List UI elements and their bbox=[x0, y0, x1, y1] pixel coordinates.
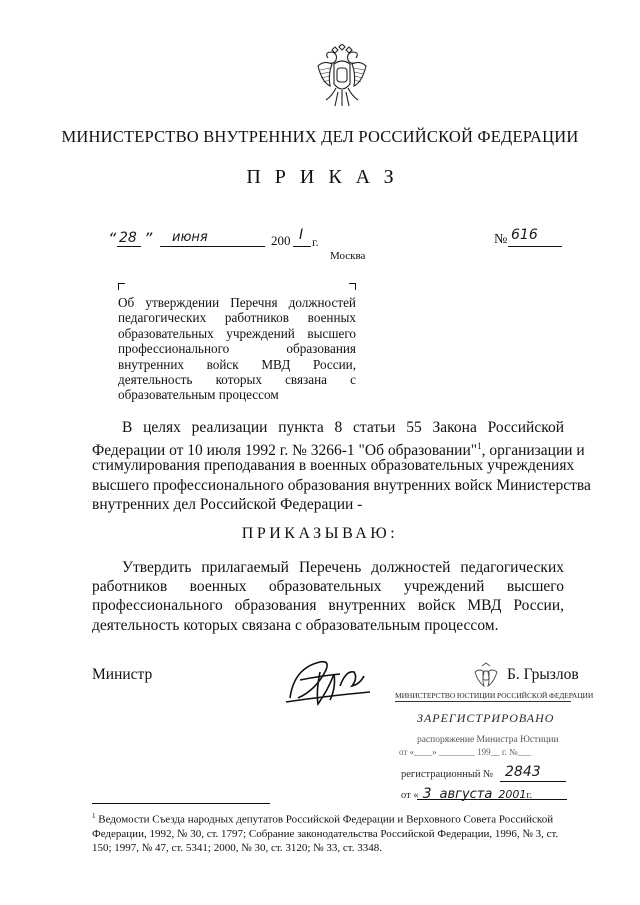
date-year-prefix: 200 bbox=[271, 233, 291, 248]
footnote: $^1$ Ведомости Съезда народных депутатов Российской Федерации и Верховного Совета Российской Федерации, 1992, № 30, ст. 1797; Собрание законодательства Российской Федерации, 1996, № 3, ст. 150; 1997, № 47, ст. 5341; 2000, № 30, ст. 3120; № 33, ст. 3348. bbox=[92, 812, 559, 855]
order-line: профессионального образования внутренних войск МВД России, bbox=[92, 597, 564, 615]
preamble-line: В целях реализации пункта 8 статьи 55 Закона Российской bbox=[122, 419, 564, 436]
subject-line: деятельность которых связана с bbox=[118, 372, 356, 388]
signatory-position: Министр bbox=[92, 666, 153, 683]
subject-corner-right bbox=[349, 283, 356, 290]
order-subject bbox=[118, 295, 356, 403]
preamble bbox=[92, 418, 591, 514]
stamp-order-line: распоряжение Министра Юстиции bbox=[417, 735, 559, 745]
stamp-ministry: МИНИСТЕРСТВО ЮСТИЦИИ РОССИЙСКОЙ ФЕДЕРАЦИИ bbox=[395, 691, 594, 700]
stamp-date-year: 2001 bbox=[498, 788, 527, 801]
date-month: июня bbox=[172, 230, 208, 245]
order-text bbox=[92, 558, 564, 635]
subject-corner-left bbox=[118, 283, 125, 290]
order-word: ПРИКАЗЫВАЮ: bbox=[241, 525, 399, 542]
order-number: 616 bbox=[511, 227, 538, 243]
stamp-date: от « 3 августа 2001г. bbox=[401, 786, 533, 802]
date-year-digit: I bbox=[299, 227, 304, 243]
preamble-line: Федерации от 10 июля 1992 г. № 3266-1 "Об образовании"$^1$, организации и bbox=[92, 441, 585, 460]
date-close-quote: ” bbox=[144, 229, 153, 248]
stamp-reg-number: 2843 bbox=[505, 764, 541, 780]
preamble-line: внутренних дел Российской Федерации - bbox=[92, 495, 363, 513]
preamble-line: высшего профессионального образования внутренних войск Министерства bbox=[92, 476, 591, 494]
subject-line: образовательных учреждений высшего bbox=[118, 325, 356, 341]
order-line: деятельность которых связана с образовательным процессом. bbox=[92, 616, 499, 634]
stamp-from-line: от «____» ________ 199__ г. №___ bbox=[399, 747, 532, 757]
signature-scribble-icon bbox=[282, 650, 392, 710]
date-year-suffix: г. bbox=[312, 235, 319, 249]
stamp-reg-label: регистрационный № bbox=[401, 769, 494, 780]
subject-line: Об утверждении Перечня должностей bbox=[118, 295, 356, 310]
state-emblem bbox=[312, 44, 372, 110]
date-open-quote: “ bbox=[108, 229, 117, 248]
number-prefix: № bbox=[494, 232, 508, 247]
subject-line: образовательным процессом bbox=[118, 387, 279, 403]
city: Москва bbox=[330, 250, 366, 262]
stamp-date-month: августа bbox=[439, 787, 493, 802]
footnote-separator bbox=[92, 803, 270, 804]
order-line: работников военных образовательных учреждений высшего bbox=[92, 578, 564, 596]
subject-line: внутренних войск МВД России, bbox=[118, 356, 356, 372]
signatory-name: Б. Грызлов bbox=[507, 666, 579, 683]
double-headed-eagle-icon bbox=[312, 44, 372, 110]
stamp-date-day: 3 bbox=[422, 786, 432, 802]
preamble-line: стимулирования преподавания в военных образовательных учреждениях bbox=[92, 457, 575, 475]
stamp-title: ЗАРЕГИСТРИРОВАНО bbox=[417, 711, 555, 725]
small-eagle-icon bbox=[471, 662, 501, 690]
subject-line: профессионального образования bbox=[118, 341, 356, 357]
order-line: Утвердить прилагаемый Перечень должностей педагогических bbox=[122, 559, 564, 576]
subject-line: педагогических работников военных bbox=[118, 310, 356, 326]
date-day: 28 bbox=[119, 230, 137, 246]
registration-stamp bbox=[395, 691, 594, 804]
ministry-title: МИНИСТЕРСТВО ВНУТРЕННИХ ДЕЛ РОССИЙСКОЙ ФЕДЕРАЦИИ bbox=[61, 127, 579, 146]
document-type: ПРИКАЗ bbox=[246, 166, 408, 188]
